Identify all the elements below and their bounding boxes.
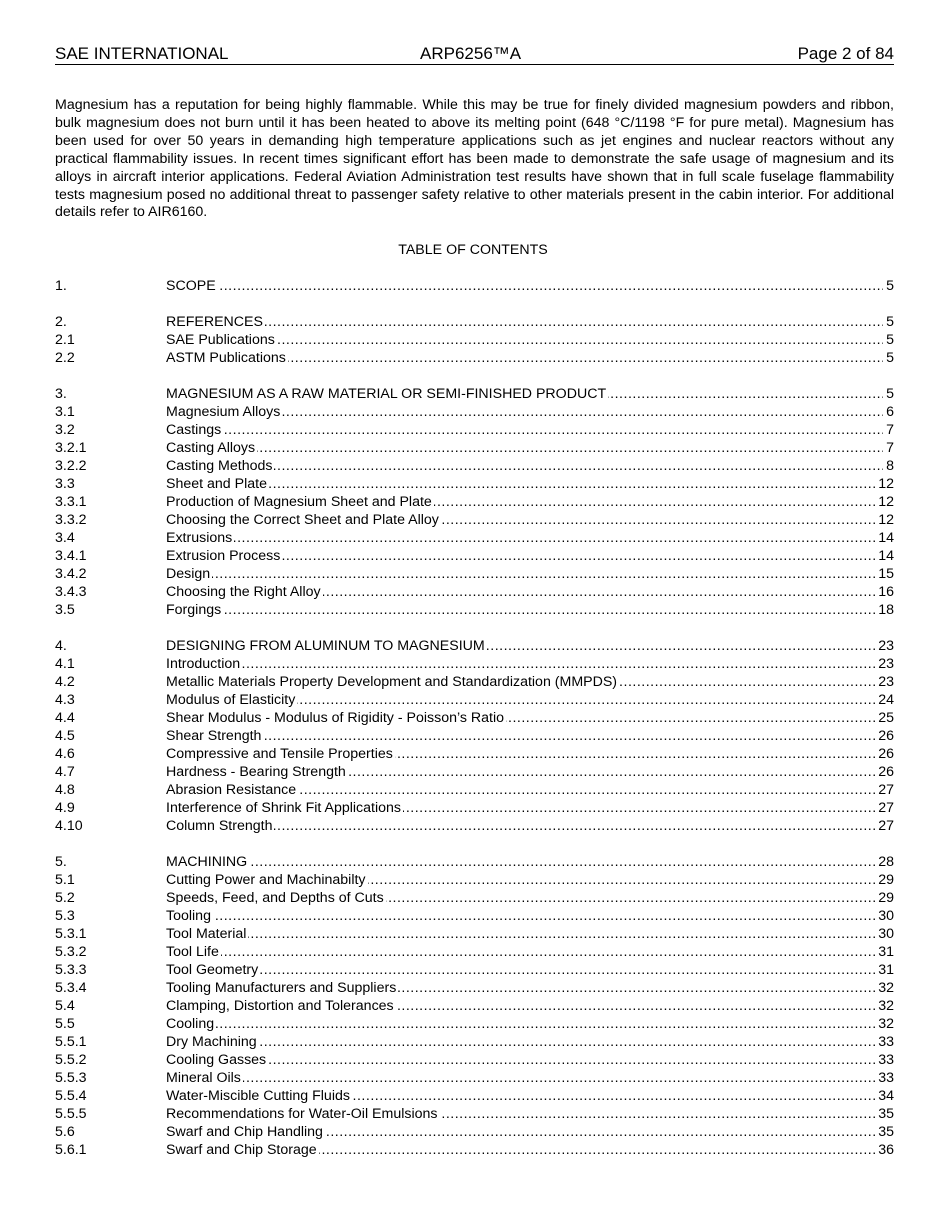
toc-section-number: 4.1 bbox=[55, 656, 75, 672]
toc-section-number: 5.3 bbox=[55, 908, 75, 924]
toc-section-title: ASTM Publications bbox=[166, 350, 286, 366]
toc-entry[interactable] bbox=[55, 511, 894, 529]
toc-section-title: Shear Modulus - Modulus of Rigidity - Poisson’s Ratio bbox=[166, 710, 505, 726]
toc-leader bbox=[166, 655, 894, 673]
toc-leader bbox=[166, 457, 894, 475]
toc-page-number: 5 bbox=[883, 331, 894, 349]
toc-page-number: 29 bbox=[875, 871, 894, 889]
toc-section-number: 4.9 bbox=[55, 800, 75, 816]
toc-section-number: 4.5 bbox=[55, 728, 75, 744]
toc-section-title: Modulus of Elasticity bbox=[166, 692, 296, 708]
toc-section-number: 4.10 bbox=[55, 818, 83, 834]
toc-section-number: 3.5 bbox=[55, 602, 75, 618]
toc-entry[interactable] bbox=[55, 853, 894, 871]
toc-entry[interactable] bbox=[55, 385, 894, 403]
toc-section-number: 5. bbox=[55, 854, 67, 870]
toc-section-number: 3.4.1 bbox=[55, 548, 87, 564]
toc-page-number: 26 bbox=[875, 745, 894, 763]
toc-page-number: 16 bbox=[875, 583, 894, 601]
toc-leader bbox=[166, 565, 894, 583]
toc-section-title: Speeds, Feed, and Depths of Cuts bbox=[166, 890, 384, 906]
toc-leader bbox=[166, 511, 894, 529]
header-page-number: Page 2 of 84 bbox=[797, 44, 894, 63]
toc-leader bbox=[166, 1141, 894, 1159]
toc-leader bbox=[166, 925, 894, 943]
header-document-id: ARP6256™A bbox=[420, 44, 522, 63]
toc-leader bbox=[166, 673, 894, 691]
toc-entry[interactable] bbox=[55, 727, 894, 745]
toc-section-title: Swarf and Chip Handling bbox=[166, 1124, 323, 1140]
toc-page-number: 35 bbox=[875, 1123, 894, 1141]
toc-leader bbox=[166, 727, 894, 745]
toc-section-number: 5.3.2 bbox=[55, 944, 87, 960]
toc-section-number: 3.4.3 bbox=[55, 584, 87, 600]
toc-section-number: 5.1 bbox=[55, 872, 75, 888]
toc-entry[interactable] bbox=[55, 817, 894, 835]
toc-leader bbox=[166, 961, 894, 979]
toc-entry[interactable] bbox=[55, 1087, 894, 1105]
toc-page-number: 24 bbox=[875, 691, 894, 709]
toc-page-number: 26 bbox=[875, 727, 894, 745]
toc-entry[interactable] bbox=[55, 313, 894, 331]
toc-entry[interactable] bbox=[55, 601, 894, 619]
toc-section-number: 3.2.1 bbox=[55, 440, 87, 456]
toc-page-number: 27 bbox=[875, 781, 894, 799]
toc-section-number: 4.2 bbox=[55, 674, 75, 690]
toc-entry[interactable] bbox=[55, 781, 894, 799]
toc-page-number: 29 bbox=[875, 889, 894, 907]
header-organization: SAE INTERNATIONAL bbox=[55, 44, 229, 63]
toc-section-number: 5.6 bbox=[55, 1124, 75, 1140]
toc-section-number: 3.3.1 bbox=[55, 494, 87, 510]
toc-section-title: REFERENCES bbox=[166, 314, 263, 330]
toc-entry[interactable] bbox=[55, 439, 894, 457]
toc-page-number: 15 bbox=[875, 565, 894, 583]
toc-entry[interactable] bbox=[55, 277, 894, 295]
toc-entry[interactable] bbox=[55, 637, 894, 655]
toc-leader bbox=[166, 313, 894, 331]
toc-leader bbox=[166, 853, 894, 871]
toc-section-title: Design bbox=[166, 566, 211, 582]
toc-page-number: 36 bbox=[875, 1141, 894, 1159]
toc-section-title: Tool Material bbox=[166, 926, 247, 942]
toc-page-number: 25 bbox=[875, 709, 894, 727]
toc-page-number: 31 bbox=[875, 943, 894, 961]
toc-leader bbox=[166, 907, 894, 925]
toc-entry[interactable] bbox=[55, 907, 894, 925]
toc-leader bbox=[166, 817, 894, 835]
toc-page-number: 14 bbox=[875, 547, 894, 565]
toc-section-number: 3.2 bbox=[55, 422, 75, 438]
toc-entry[interactable] bbox=[55, 709, 894, 727]
toc-page-number: 32 bbox=[875, 979, 894, 997]
toc-section-title: Choosing the Correct Sheet and Plate Alloy bbox=[166, 512, 439, 528]
toc-section-title: Magnesium Alloys bbox=[166, 404, 281, 420]
toc-leader bbox=[166, 1123, 894, 1141]
toc-leader bbox=[166, 403, 894, 421]
toc-entry[interactable] bbox=[55, 1141, 894, 1159]
toc-section-title: Mineral Oils bbox=[166, 1070, 241, 1086]
toc-leader bbox=[166, 583, 894, 601]
toc-entry[interactable] bbox=[55, 655, 894, 673]
toc-section-number: 3.1 bbox=[55, 404, 75, 420]
toc-section-title: Cutting Power and Machinabilty bbox=[166, 872, 366, 888]
toc-section-number: 5.5.3 bbox=[55, 1070, 87, 1086]
toc-leader bbox=[166, 349, 894, 367]
toc-leader bbox=[166, 421, 894, 439]
toc-page-number: 6 bbox=[883, 403, 894, 421]
toc-entry[interactable] bbox=[55, 349, 894, 367]
toc-page-number: 31 bbox=[875, 961, 894, 979]
toc-page-number: 8 bbox=[883, 457, 894, 475]
toc-entry[interactable] bbox=[55, 673, 894, 691]
toc-page-number: 23 bbox=[875, 655, 894, 673]
toc-section-title: Choosing the Right Alloy bbox=[166, 584, 321, 600]
toc-leader bbox=[166, 943, 894, 961]
toc-section-number: 5.5.5 bbox=[55, 1106, 87, 1122]
toc-section-title: Tooling bbox=[166, 908, 211, 924]
toc-leader bbox=[166, 331, 894, 349]
toc-entry[interactable] bbox=[55, 799, 894, 817]
toc-leader bbox=[166, 277, 894, 295]
toc-section-number: 3.3 bbox=[55, 476, 75, 492]
toc-leader bbox=[166, 691, 894, 709]
page-header bbox=[55, 44, 894, 65]
toc-page-number: 5 bbox=[883, 349, 894, 367]
toc-leader bbox=[166, 1015, 894, 1033]
toc-section-number: 5.5.1 bbox=[55, 1034, 87, 1050]
toc-section-number: 3.4.2 bbox=[55, 566, 87, 582]
toc-leader bbox=[166, 475, 894, 493]
toc-section-title: Extrusion Process bbox=[166, 548, 281, 564]
toc-section-title: Compressive and Tensile Properties bbox=[166, 746, 393, 762]
toc-section-title: Extrusions bbox=[166, 530, 233, 546]
toc-entry[interactable] bbox=[55, 745, 894, 763]
toc-section-title: Sheet and Plate bbox=[166, 476, 267, 492]
toc-leader bbox=[166, 1105, 894, 1123]
toc-page-number: 33 bbox=[875, 1033, 894, 1051]
toc-page-number: 12 bbox=[875, 493, 894, 511]
toc-section-number: 5.2 bbox=[55, 890, 75, 906]
toc-section-title: Castings bbox=[166, 422, 222, 438]
toc-section-title: Clamping, Distortion and Tolerances bbox=[166, 998, 394, 1014]
toc-entry[interactable] bbox=[55, 979, 894, 997]
toc-leader bbox=[166, 781, 894, 799]
toc-entry[interactable] bbox=[55, 961, 894, 979]
toc-leader bbox=[166, 763, 894, 781]
toc-page-number: 28 bbox=[875, 853, 894, 871]
toc-entry[interactable] bbox=[55, 1105, 894, 1123]
toc-leader bbox=[166, 601, 894, 619]
intro-paragraph: Magnesium has a reputation for being highly flammable. While this may be true for finely divided magnesium powders and ribbon, bulk magnesium does not burn until it has been heated to above its melting point (648 °C/1198 °F for pure metal). Magnesium has been used for over 50 years in demanding high temperature applications such as jet engines and nuclear reactors without any practical flammability issues. In recent times significant effort has been made to demonstrate the safe usage of magnesium and its alloys in aircraft interior applications. Federal Aviation Administration test results have shown that in full scale fuselage flammability tests magnesium posed no additional threat to passenger safety relative to other materials present in the cabin interior. For additional details refer to AIR6160. bbox=[55, 97, 894, 221]
toc-leader bbox=[166, 889, 894, 907]
toc-section-number: 4.4 bbox=[55, 710, 75, 726]
toc-section-number: 4.3 bbox=[55, 692, 75, 708]
toc-section-number: 3.2.2 bbox=[55, 458, 87, 474]
toc-section-title: MACHINING bbox=[166, 854, 248, 870]
toc-page-number: 14 bbox=[875, 529, 894, 547]
toc-section-title: Casting Methods bbox=[166, 458, 273, 474]
toc-section-number: 3.4 bbox=[55, 530, 75, 546]
toc-section-title: Hardness - Bearing Strength bbox=[166, 764, 346, 780]
toc-section-title: Column Strength bbox=[166, 818, 273, 834]
toc-section-number: 5.5.4 bbox=[55, 1088, 87, 1104]
toc-section-title: Shear Strength bbox=[166, 728, 262, 744]
toc-section-title: SCOPE bbox=[166, 278, 216, 294]
toc-page-number: 35 bbox=[875, 1105, 894, 1123]
toc-page-number: 12 bbox=[875, 475, 894, 493]
toc-heading: TABLE OF CONTENTS bbox=[398, 242, 548, 258]
toc-leader bbox=[166, 1051, 894, 1069]
toc-section-title: Water-Miscible Cutting Fluids bbox=[166, 1088, 350, 1104]
toc-section-title: Recommendations for Water-Oil Emulsions bbox=[166, 1106, 438, 1122]
toc-leader bbox=[166, 997, 894, 1015]
toc-leader bbox=[166, 871, 894, 889]
toc-section-number: 4. bbox=[55, 638, 67, 654]
toc-entry[interactable] bbox=[55, 457, 894, 475]
toc-entry[interactable] bbox=[55, 925, 894, 943]
toc-section-number: 2. bbox=[55, 314, 67, 330]
toc-leader bbox=[166, 799, 894, 817]
toc-entry[interactable] bbox=[55, 763, 894, 781]
toc-entry[interactable] bbox=[55, 493, 894, 511]
toc-leader bbox=[166, 529, 894, 547]
toc-entry[interactable] bbox=[55, 871, 894, 889]
toc-section-number: 5.4 bbox=[55, 998, 75, 1014]
toc-entry[interactable] bbox=[55, 997, 894, 1015]
toc-section-number: 5.3.1 bbox=[55, 926, 87, 942]
toc-entry[interactable] bbox=[55, 691, 894, 709]
toc-entry[interactable] bbox=[55, 943, 894, 961]
toc-section-title: Introduction bbox=[166, 656, 241, 672]
toc-page-number: 32 bbox=[875, 1015, 894, 1033]
toc-section-number: 3.3.2 bbox=[55, 512, 87, 528]
toc-page-number: 33 bbox=[875, 1051, 894, 1069]
toc-page-number: 7 bbox=[883, 439, 894, 457]
toc-leader bbox=[166, 493, 894, 511]
toc-page-number: 18 bbox=[875, 601, 894, 619]
toc-page-number: 23 bbox=[875, 673, 894, 691]
toc-leader bbox=[166, 1087, 894, 1105]
toc-entry[interactable] bbox=[55, 1033, 894, 1051]
toc-page-number: 30 bbox=[875, 907, 894, 925]
toc-entry[interactable] bbox=[55, 583, 894, 601]
toc-leader bbox=[166, 547, 894, 565]
toc-page-number: 5 bbox=[883, 277, 894, 295]
toc-section-title: Cooling Gasses bbox=[166, 1052, 267, 1068]
toc-section-number: 2.1 bbox=[55, 332, 75, 348]
toc-page-number: 32 bbox=[875, 997, 894, 1015]
toc-section-number: 5.3.4 bbox=[55, 980, 87, 996]
toc-page-number: 26 bbox=[875, 763, 894, 781]
toc-page-number: 27 bbox=[875, 799, 894, 817]
toc-section-number: 5.5.2 bbox=[55, 1052, 87, 1068]
toc-entry[interactable] bbox=[55, 421, 894, 439]
toc-section-title: SAE Publications bbox=[166, 332, 275, 348]
toc-entry[interactable] bbox=[55, 547, 894, 565]
table-of-contents bbox=[55, 277, 894, 1159]
toc-section-title: MAGNESIUM AS A RAW MATERIAL OR SEMI-FINISHED PRODUCT bbox=[166, 386, 607, 402]
toc-section-title: Metallic Materials Property Development and Standardization (MMPDS) bbox=[166, 674, 618, 690]
toc-entry[interactable] bbox=[55, 331, 894, 349]
toc-section-title: Dry Machining bbox=[166, 1034, 257, 1050]
toc-section-title: Cooling bbox=[166, 1016, 215, 1032]
toc-section-title: Tool Life bbox=[166, 944, 219, 960]
toc-entry[interactable] bbox=[55, 1015, 894, 1033]
toc-leader bbox=[166, 637, 894, 655]
toc-entry[interactable] bbox=[55, 403, 894, 421]
toc-entry[interactable] bbox=[55, 889, 894, 907]
toc-entry[interactable] bbox=[55, 1051, 894, 1069]
toc-section-title: Casting Alloys bbox=[166, 440, 256, 456]
toc-section-title: Tooling Manufacturers and Suppliers bbox=[166, 980, 397, 996]
toc-entry[interactable] bbox=[55, 529, 894, 547]
toc-page-number: 27 bbox=[875, 817, 894, 835]
toc-leader bbox=[166, 745, 894, 763]
toc-page-number: 33 bbox=[875, 1069, 894, 1087]
toc-leader bbox=[166, 439, 894, 457]
toc-section-number: 5.5 bbox=[55, 1016, 75, 1032]
toc-page-number: 30 bbox=[875, 925, 894, 943]
toc-section-title: Abrasion Resistance bbox=[166, 782, 297, 798]
toc-section-number: 5.3.3 bbox=[55, 962, 87, 978]
toc-section-number: 4.6 bbox=[55, 746, 75, 762]
toc-page-number: 12 bbox=[875, 511, 894, 529]
toc-leader bbox=[166, 1033, 894, 1051]
toc-leader bbox=[166, 709, 894, 727]
toc-leader bbox=[166, 979, 894, 997]
toc-section-number: 1. bbox=[55, 278, 67, 294]
toc-section-number: 4.7 bbox=[55, 764, 75, 780]
toc-section-title: Production of Magnesium Sheet and Plate bbox=[166, 494, 432, 510]
toc-section-number: 5.6.1 bbox=[55, 1142, 87, 1158]
toc-section-title: Tool Geometry bbox=[166, 962, 259, 978]
toc-section-title: Interference of Shrink Fit Applications bbox=[166, 800, 402, 816]
toc-entry[interactable] bbox=[55, 565, 894, 583]
toc-page-number: 23 bbox=[875, 637, 894, 655]
toc-entry[interactable] bbox=[55, 1069, 894, 1087]
toc-leader bbox=[166, 1069, 894, 1087]
toc-section-title: DESIGNING FROM ALUMINUM TO MAGNESIUM bbox=[166, 638, 485, 654]
toc-page-number: 5 bbox=[883, 385, 894, 403]
toc-leader bbox=[166, 385, 894, 403]
toc-entry[interactable] bbox=[55, 1123, 894, 1141]
toc-page-number: 34 bbox=[875, 1087, 894, 1105]
toc-section-number: 2.2 bbox=[55, 350, 75, 366]
toc-section-title: Forgings bbox=[166, 602, 222, 618]
toc-page-number: 7 bbox=[883, 421, 894, 439]
toc-section-number: 3. bbox=[55, 386, 67, 402]
toc-entry[interactable] bbox=[55, 475, 894, 493]
toc-section-title: Swarf and Chip Storage bbox=[166, 1142, 317, 1158]
toc-page-number: 5 bbox=[883, 313, 894, 331]
toc-section-number: 4.8 bbox=[55, 782, 75, 798]
